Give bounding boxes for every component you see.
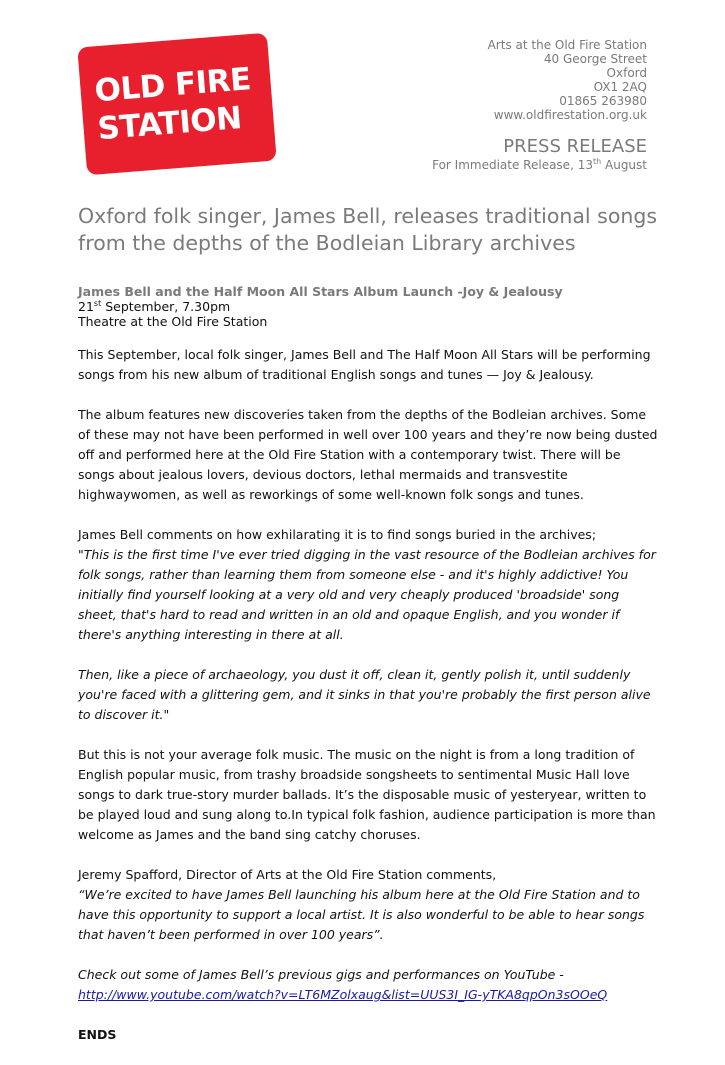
paragraph: The album features new discoveries taken from the depths of the Bodleian archives. Some of these may not have been performed in well over 100 years and they’re now being dusted off and performed here at the Old Fire Station with a contemporary twist. There will be songs about jealous lovers, devious doctors, lethal mermaids and transvestite highwaywomen, as well as reworkings of some well-known folk songs and tunes. [78,407,658,502]
youtube-link[interactable]: http://www.youtube.com/watch?v=LT6MZolxaug&list=UUS3I_IG-yTKA8qpOn3sOOeQ [78,987,608,1002]
jeremy-spafford-quote: “We’re excited to have James Bell launching his album here at the Old Fire Station and to have this opportunity to support a local artist. It is also wonderful to be able to hear songs that haven’t been performed in over 100 years”. [78,887,645,942]
event-details [78,284,563,329]
event-venue: Theatre at the Old Fire Station [78,314,268,329]
ends-marker: ENDS [78,1027,117,1042]
james-bell-quote: "This is the first time I've ever tried digging in the vast resource of the Bodleian archives for folk songs, rather than learning them from someone else - and it's highly addictive! You initially find yourself looking at a very old and very cheaply produced 'broadside' song sheet, that's hard to read and written in an old and opaque English, and you wonder if there's anything interesting in there at all. [78,547,656,642]
headline: Oxford folk singer, James Bell, releases traditional songs from the depths of the Bodleian Library archives [78,204,658,255]
event-title: James Bell and the Half Moon All Stars Album Launch -Joy & Jealousy [78,284,563,299]
address-phone: 01865 263980 [559,94,647,108]
press-body [78,345,658,1065]
address-website: www.oldfirestation.org.uk [493,108,647,122]
address-line: 40 George Street [543,52,647,66]
address-block [488,38,647,122]
press-release-title: PRESS RELEASE [503,136,647,157]
paragraph [78,525,658,645]
quote-intro: James Bell comments on how exhilarating it is to find songs buried in the archives; [78,527,597,542]
address-line: Oxford [606,66,647,80]
paragraph [78,865,658,945]
address-line: Arts at the Old Fire Station [487,38,647,52]
paragraph: But this is not your average folk music. The music on the night is from a long tradition of English popular music, from trashy broadside songsheets to sentimental Music Hall love songs to dark true-story murder ballads. It’s the disposable music of yesteryear, written to be played loud and sung along to.In typical folk fashion, audience participation is more than welcome as James and the band sing catchy choruses. [78,747,656,842]
logo-line-2: STATION [96,100,243,148]
event-date: 21st September, 7.30pm [78,298,231,314]
old-fire-station-logo [77,33,276,176]
address-line: OX1 2AQ [593,80,647,94]
youtube-callout: Check out some of James Bell’s previous gigs and performances on YouTube - [78,967,564,982]
quote-intro: Jeremy Spafford, Director of Arts at the Old Fire Station comments, [78,867,497,882]
release-date: For Immediate Release, 13th August [432,157,647,172]
logo-line-1: OLD FIRE [93,61,253,110]
paragraph: This September, local folk singer, James Bell and The Half Moon All Stars will be performing songs from his new album of traditional English songs and tunes — Joy & Jealousy. [78,347,651,382]
paragraph [78,965,658,1005]
james-bell-quote-continued: Then, like a piece of archaeology, you dust it off, clean it, gently polish it, until suddenly you're faced with a glittering gem, and it sinks in that you're probably the first person alive to discover it." [78,667,651,722]
